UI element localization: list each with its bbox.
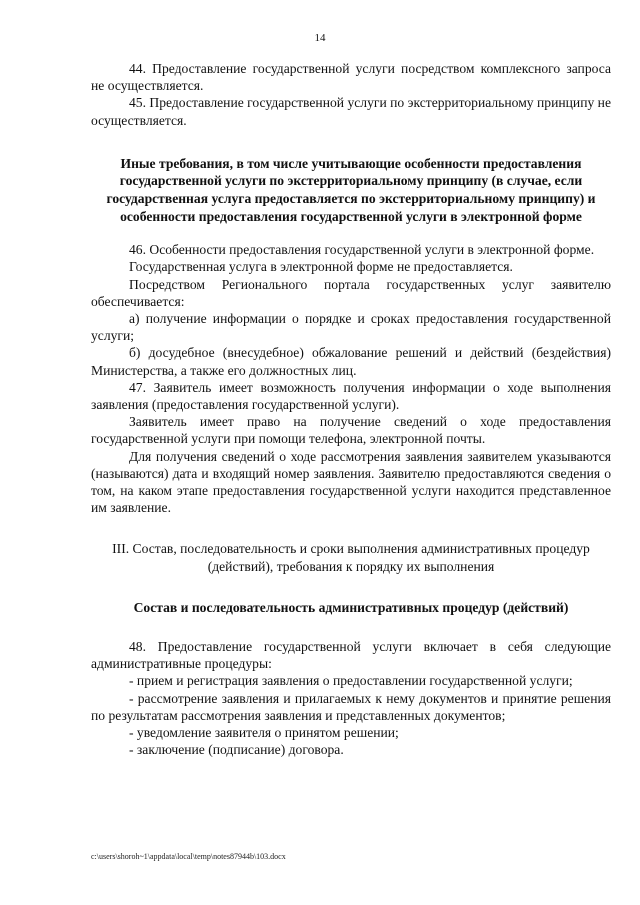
paragraph-46: 46. Особенности предоставления государственной услуги в электронной форме. (129, 242, 595, 258)
paragraph-48: 48. Предоставление государственной услуги включает в себя следующие административные процедуры: (91, 639, 611, 672)
section-3-title: III. Состав, последовательность и сроки выполнения административных процедур (действий), требования к порядку их выполнения (112, 541, 590, 574)
paragraph-47-1: Заявитель имеет право на получение сведений о ходе предоставления государственной услуги при помощи телефона, электронной почты. (91, 414, 611, 447)
paragraph-46-b: б) досудебное (внесудебное) обжалование решений и действий (бездействия) Министерства, а также его должностных лиц. (91, 345, 611, 378)
paragraph-47: 47. Заявитель имеет возможность получения информации о ходе выполнения заявления (предоставления государственной услуги). (91, 379, 611, 413)
section-heading-electronic-form: Иные требования, в том числе учитывающие особенности предоставления государственной услуги по экстерриториальному принципу (в случае, если государственная услуга предоставляется по экстерриториальному принципу) и особенности предоставления государственной услуги в электронной форме (106, 155, 596, 224)
paragraph-46-2: Посредством Регионального портала государственных услуг заявителю обеспечивается: (91, 276, 611, 309)
section-heading-procedures: Состав и последовательность административных процедур (действий) (133, 599, 569, 615)
paragraph-46-a: а) получение информации о порядке и сроках предоставления государственной услуги; (91, 311, 611, 344)
page-number: 14 (314, 32, 326, 44)
paragraph-48-4: - заключение (подписание) договора. (129, 742, 344, 758)
paragraph-46-1: Государственная услуга в электронной форме не предоставляется. (129, 259, 513, 275)
document-body (91, 60, 611, 758)
footer-file-path: c:\users\shoroh~1\appdata\local\temp\notes87944b\103.docx (91, 852, 286, 861)
paragraph-48-1: - прием и регистрация заявления о предоставлении государственной услуги; (129, 673, 573, 689)
paragraph-44: 44. Предоставление государственной услуги посредством комплексного запроса не осуществляется. (91, 61, 611, 94)
paragraph-45: 45. Предоставление государственной услуги по экстерриториальному принципу не осуществляется. (91, 95, 611, 128)
paragraph-47-2: Для получения сведений о ходе рассмотрения заявления заявителем указываются (называются) дата и входящий номер заявления. Заявителю предоставляются сведения о том, на каком этапе предоставления государственной услуги находится представленное им заявление. (91, 448, 611, 516)
paragraph-48-2: - рассмотрение заявления и прилагаемых к нему документов и принятие решения по результатам рассмотрения заявления и представленных документов; (91, 690, 611, 723)
paragraph-48-3: - уведомление заявителя о принятом решении; (129, 725, 399, 741)
